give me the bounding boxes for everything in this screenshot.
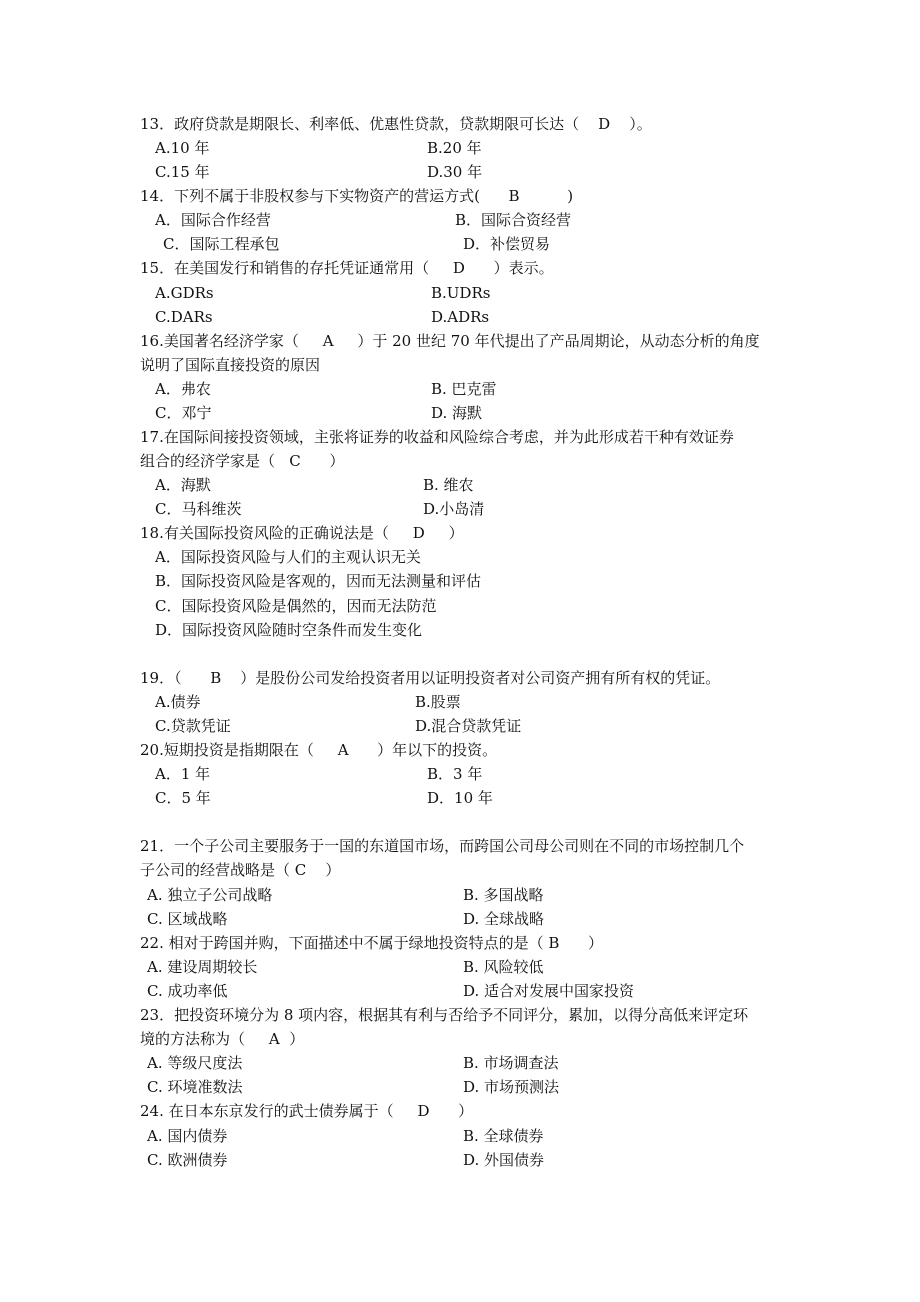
question-15-option-c: C.DARs <box>155 308 213 326</box>
question-19-option-a: A.债券 <box>155 693 201 711</box>
question-14-stem: 14．下列不属于非股权参与下实物资产的营运方式( B ) <box>140 187 574 205</box>
question-21-option-a: A. 独立子公司战略 <box>147 886 273 904</box>
question-21-option-d: D. 全球战略 <box>463 910 545 928</box>
question-18-stem: 18.有关国际投资风险的正确说法是（ D ） <box>140 524 464 542</box>
question-23-option-a: A. 等级尺度法 <box>147 1054 243 1072</box>
question-20-option-d: D．10 年 <box>427 789 493 807</box>
question-24-stem: 24. 在日本东京发行的武士债券属于（ D ） <box>140 1102 474 1120</box>
question-16-stem-line-2: 说明了国际直接投资的原因 <box>140 356 321 374</box>
question-20-option-c: C．5 年 <box>155 789 211 807</box>
question-17-option-a: A．海默 <box>155 476 211 494</box>
question-20-stem: 20.短期投资是指期限在（ A ）年以下的投资。 <box>140 741 498 759</box>
question-22-option-a: A. 建设周期较长 <box>147 958 258 976</box>
question-17-option-d: D.小岛清 <box>423 500 485 518</box>
question-14-option-b: B．国际合资经营 <box>455 211 572 229</box>
question-19-option-d: D.混合贷款凭证 <box>415 717 522 735</box>
question-18-option-a: A．国际投资风险与人们的主观认识无关 <box>155 548 421 566</box>
question-24-option-d: D. 外国债券 <box>463 1151 545 1169</box>
question-22-option-c: C. 成功率低 <box>147 982 228 1000</box>
question-13-stem: 13．政府贷款是期限长、利率低、优惠性贷款，贷款期限可长达（ D ）。 <box>140 115 652 133</box>
question-17-option-b: B. 维农 <box>423 476 474 494</box>
question-21-stem-line-1: 21．一个子公司主要服务于一国的东道国市场，而跨国公司母公司则在不同的市场控制几个 <box>140 837 745 855</box>
question-16-option-c: C．邓宁 <box>155 404 212 422</box>
question-16-option-d: D. 海默 <box>431 404 483 422</box>
question-21-option-c: C. 区域战略 <box>147 910 228 928</box>
question-22-option-d: D. 适合对发展中国家投资 <box>463 982 635 1000</box>
question-16-option-a: A．弗农 <box>155 380 211 398</box>
question-15-option-a: A.GDRs <box>155 284 214 302</box>
question-13-option-d: D.30 年 <box>427 163 483 181</box>
question-22-option-b: B. 风险较低 <box>463 958 544 976</box>
question-18-option-b: B．国际投资风险是客观的，因而无法测量和评估 <box>155 572 482 590</box>
question-20-option-a: A．1 年 <box>155 765 211 783</box>
question-23-option-c: C. 环境准数法 <box>147 1078 243 1096</box>
question-17-option-c: C．马科维茨 <box>155 500 242 518</box>
question-23-stem-line-2: 境的方法称为（ A ） <box>140 1030 305 1048</box>
question-14-option-c: C．国际工程承包 <box>163 235 280 253</box>
question-19-stem: 19．（ B ）是股份公司发给投资者用以证明投资者对公司资产拥有所有权的凭证。 <box>140 669 721 687</box>
question-13-option-c: C.15 年 <box>155 163 210 181</box>
question-18-option-c: C．国际投资风险是偶然的，因而无法防范 <box>155 597 437 615</box>
question-24-option-c: C. 欧洲债券 <box>147 1151 228 1169</box>
question-13-option-a: A.10 年 <box>155 139 210 157</box>
question-23-option-d: D. 市场预测法 <box>463 1078 560 1096</box>
question-19-option-c: C.贷款凭证 <box>155 717 231 735</box>
question-15-option-d: D.ADRs <box>431 308 490 326</box>
question-24-option-a: A. 国内债券 <box>147 1127 228 1145</box>
question-20-option-b: B．3 年 <box>427 765 483 783</box>
question-23-option-b: B. 市场调查法 <box>463 1054 559 1072</box>
question-14-option-d: D．补偿贸易 <box>463 235 551 253</box>
question-18-option-d: D．国际投资风险随时空条件而发生变化 <box>155 621 423 639</box>
question-17-stem-line-2: 组合的经济学家是（ C ） <box>140 452 345 470</box>
question-13-option-b: B.20 年 <box>427 139 482 157</box>
question-19-option-b: B.股票 <box>415 693 461 711</box>
question-16-stem-line-1: 16.美国著名经济学家（ A ）于 20 世纪 70 年代提出了产品周期论，从动态分析的角度 <box>140 332 760 350</box>
question-15-stem: 15．在美国发行和销售的存托凭证通常用（ D ）表示。 <box>140 259 554 277</box>
question-16-option-b: B. 巴克雷 <box>431 380 497 398</box>
question-21-stem-line-2: 子公司的经营战略是（ C ） <box>140 861 341 879</box>
question-21-option-b: B. 多国战略 <box>463 886 544 904</box>
question-22-stem: 22. 相对于跨国并购，下面描述中不属于绿地投资特点的是（ B ） <box>140 934 604 952</box>
question-15-option-b: B.UDRs <box>431 284 491 302</box>
question-17-stem-line-1: 17.在国际间接投资领域，主张将证券的收益和风险综合考虑，并为此形成若干种有效证券 <box>140 428 734 446</box>
question-14-option-a: A．国际合作经营 <box>155 211 271 229</box>
question-23-stem-line-1: 23．把投资环境分为 8 项内容，根据其有利与否给予不同评分，累加，以得分高低来评定环 <box>140 1006 749 1024</box>
question-24-option-b: B. 全球债券 <box>463 1127 544 1145</box>
